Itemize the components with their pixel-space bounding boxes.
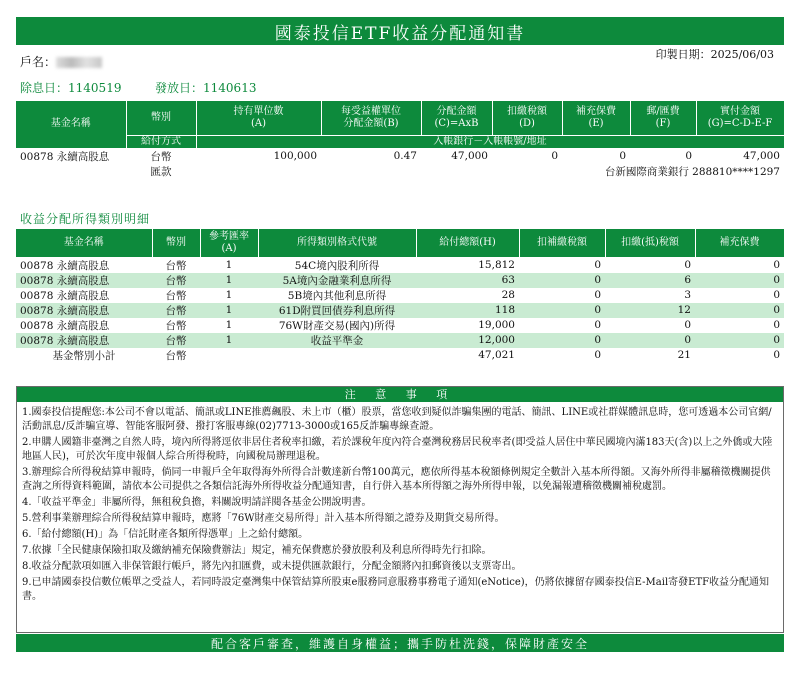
footer-slogan: 配合客戶審查，維護自身權益；攜手防杜洗錢，保障財產安全 (16, 634, 784, 652)
postage: 0 (685, 150, 692, 162)
supp-premium: 0 (773, 334, 780, 346)
distribution-table (16, 101, 785, 179)
offset: 6 (684, 274, 691, 286)
col-income-type: 所得類別格式代號 (258, 229, 416, 257)
subtotal-offset: 21 (677, 349, 691, 361)
actual-amount: 47,000 (743, 150, 780, 162)
per-unit: 0.47 (393, 150, 417, 162)
col-ref-rate: 參考匯率 (A) (200, 229, 258, 257)
subtotal-supp-premium: 0 (773, 349, 780, 361)
total: 28 (501, 289, 515, 301)
col-withholding: 扣繳稅額 (D) (492, 101, 562, 135)
fund-name: 00878 永續高股息 (20, 304, 110, 317)
supp-premium: 0 (773, 259, 780, 271)
table-row (16, 273, 784, 288)
fund-name: 00878 永續高股息 (20, 259, 110, 272)
currency: 台幣 (150, 150, 172, 163)
table-row (16, 318, 784, 333)
subtotal-total: 47,021 (478, 349, 515, 361)
col-bank-account: 入帳銀行－入帳帳號/地址 (196, 135, 784, 148)
page-title: 國泰投信ETF收益分配通知書 (16, 17, 784, 45)
pay-date-label: 發放日： (155, 81, 204, 95)
table-row (16, 164, 784, 179)
print-date (656, 46, 774, 62)
currency: 台幣 (165, 304, 187, 317)
income-type: 54C境內股利所得 (294, 259, 380, 272)
income-type: 5A境內金融業利息所得 (282, 274, 392, 287)
pay-date (155, 79, 256, 96)
ref-rate: 1 (225, 319, 233, 331)
currency: 台幣 (165, 289, 187, 302)
col-supp-premium: 補充保費 (E) (562, 101, 630, 135)
notes-title: 注 意 事 項 (17, 387, 783, 402)
ref-rate: 1 (225, 259, 233, 271)
fund-name: 00878 永續高股息 (20, 150, 110, 163)
currency: 台幣 (165, 334, 187, 347)
amount: 47,000 (451, 150, 488, 162)
col-fund-name: 基金名稱 (16, 101, 126, 148)
print-date-label: 印製日期： (655, 48, 711, 61)
ref-rate: 1 (225, 274, 233, 286)
note-item: 6.「給付總額(H)」為「信託財產各類所得憑單」上之給付總額。 (22, 529, 309, 540)
subtotal-label: 基金幣別小計 (52, 349, 116, 362)
offset: 3 (684, 289, 691, 301)
table-row (16, 288, 784, 303)
withholding: 0 (594, 274, 601, 286)
col-fund-name: 基金名稱 (16, 229, 152, 257)
ref-rate: 1 (225, 289, 233, 301)
note-item: 9.已申請國泰投信數位帳單之受益人，若同時設定臺灣集中保管結算所股東e服務同意服務事務電子通知(eNotice)，仍將依據留存國泰投信E-Mail寄發ETF收益分配通知書。 (22, 577, 770, 602)
currency: 台幣 (165, 319, 187, 332)
offset: 0 (684, 334, 691, 346)
note-item: 5.營利事業辦理綜合所得稅結算申報時，應將「76W財產交易所得」計入基本所得額之證券及期貨交易所得。 (22, 513, 505, 524)
col-currency: 幣別 (126, 101, 196, 135)
total: 118 (494, 304, 515, 316)
withholding: 0 (594, 334, 601, 346)
ref-rate: 1 (225, 304, 233, 316)
col-units: 持有單位數 (A) (196, 101, 321, 135)
note-item: 1.國泰投信提醒您:本公司不會以電話、簡訊或LINE推薦飆股、未上市（櫃）股票，當您收到疑似詐騙集團的電話、簡訊、LINE或社群媒體訊息時，您可透過本公司官網/活動訊息/反詐騙宣導、智能客服阿發、撥打客服專線(02)7713-3000或165反詐騙專線查證。 (22, 407, 772, 432)
supp-premium: 0 (619, 150, 626, 162)
table-row (16, 148, 784, 164)
notes-box (16, 386, 784, 633)
subtotal-withholding: 0 (594, 349, 601, 361)
income-table (16, 229, 785, 363)
account-label: 戶名： (20, 55, 57, 69)
col-amount: 分配金額 (C)=AxB (421, 101, 492, 135)
note-item: 8.收益分配款項如匯入非保管銀行帳戶，將先內扣匯費，或未提供匯款銀行，分配金額將內扣郵資後以支票寄出。 (22, 561, 522, 572)
withholding: 0 (551, 150, 558, 162)
col-actual: 實付金額 (G)=C-D-E-F (696, 101, 784, 135)
note-item: 4.「收益平準金」非屬所得，無租稅負擔，料關說明請詳閱各基金公開說明書。 (22, 497, 372, 508)
ref-rate: 1 (225, 334, 233, 346)
col-postage: 郵/匯費 (F) (630, 101, 696, 135)
table-row (16, 257, 784, 273)
note-item: 3.辦理綜合所得稅結算申報時，倘同一申報戶全年取得海外所得合計數達新台幣100萬元，應依所得基本稅額條例規定全數計入基本所得額。又海外所得非屬稽徵機關提供查詢之所得資料範圍，請依本公司提供之各類信託海外所得收益分配通知書，自行併入基本所得額之海外所得申報，以免漏報遭稽徵機關補稅處罰。 (22, 467, 771, 492)
offset: 0 (684, 319, 691, 331)
col-per-unit: 每受益權單位 分配金額(B) (321, 101, 421, 135)
income-type: 76W財產交易(國內)所得 (278, 319, 396, 332)
fund-name: 00878 永續高股息 (20, 274, 110, 287)
pay-date-value: 1140613 (203, 81, 257, 95)
note-item: 2.申購人國籍非臺灣之自然人時，境內所得將逕依非居住者稅率扣繳，若於課稅年度內符合臺灣稅務居民稅率者(即受益人居住中華民國境內滿183天(含)以上之外僑或大陸地區人民)，可於次年度申報個人綜合所得稅時，向國稅局辦理退稅。 (22, 437, 773, 462)
supp-premium: 0 (773, 304, 780, 316)
total: 12,000 (478, 334, 515, 346)
income-type: 61D附買回債券利息所得 (278, 304, 396, 317)
col-offset: 扣繳(抵)稅額 (605, 229, 695, 257)
table-row (16, 333, 784, 348)
withholding: 0 (594, 289, 601, 301)
notes-list (17, 402, 783, 604)
withholding: 0 (594, 319, 601, 331)
currency: 台幣 (165, 259, 187, 272)
ex-date (20, 79, 121, 96)
ex-date-value: 1140519 (68, 81, 122, 95)
bank-account: 台新國際商業銀行 288810****1297 (604, 165, 780, 178)
offset: 12 (677, 304, 691, 316)
offset: 0 (684, 259, 691, 271)
print-date-value: 2025/06/03 (710, 48, 774, 61)
pay-method: 匯款 (150, 165, 172, 178)
fund-name: 00878 永續高股息 (20, 319, 110, 332)
income-type: 收益平準金 (310, 334, 364, 347)
units: 100,000 (273, 150, 317, 162)
total: 63 (501, 274, 515, 286)
account-name (20, 53, 102, 70)
redacted-name (56, 57, 102, 68)
fund-name: 00878 永續高股息 (20, 289, 110, 302)
total: 19,000 (478, 319, 515, 331)
table-row (16, 303, 784, 318)
fund-name: 00878 永續高股息 (20, 334, 110, 347)
subtotal-row (16, 348, 784, 363)
withholding: 0 (594, 259, 601, 271)
ex-date-label: 除息日： (20, 81, 69, 95)
income-section-title: 收益分配所得類別明細 (20, 212, 151, 226)
subtotal-currency: 台幣 (165, 349, 187, 362)
col-total: 給付總額(H) (416, 229, 519, 257)
col-currency: 幣別 (152, 229, 200, 257)
income-type: 5B境內其他利息所得 (287, 289, 387, 302)
col-pay-method: 給付方式 (126, 135, 196, 148)
supp-premium: 0 (773, 274, 780, 286)
supp-premium: 0 (773, 289, 780, 301)
supp-premium: 0 (773, 319, 780, 331)
col-withholding: 扣補繳稅額 (519, 229, 605, 257)
currency: 台幣 (165, 274, 187, 287)
note-item: 7.依據「全民健康保險扣取及繳納補充保險費辦法」規定，補充保費應於發放股利及利息所得時先行扣除。 (22, 545, 492, 556)
total: 15,812 (478, 259, 515, 271)
withholding: 0 (594, 304, 601, 316)
col-supp-premium: 補充保費 (695, 229, 784, 257)
